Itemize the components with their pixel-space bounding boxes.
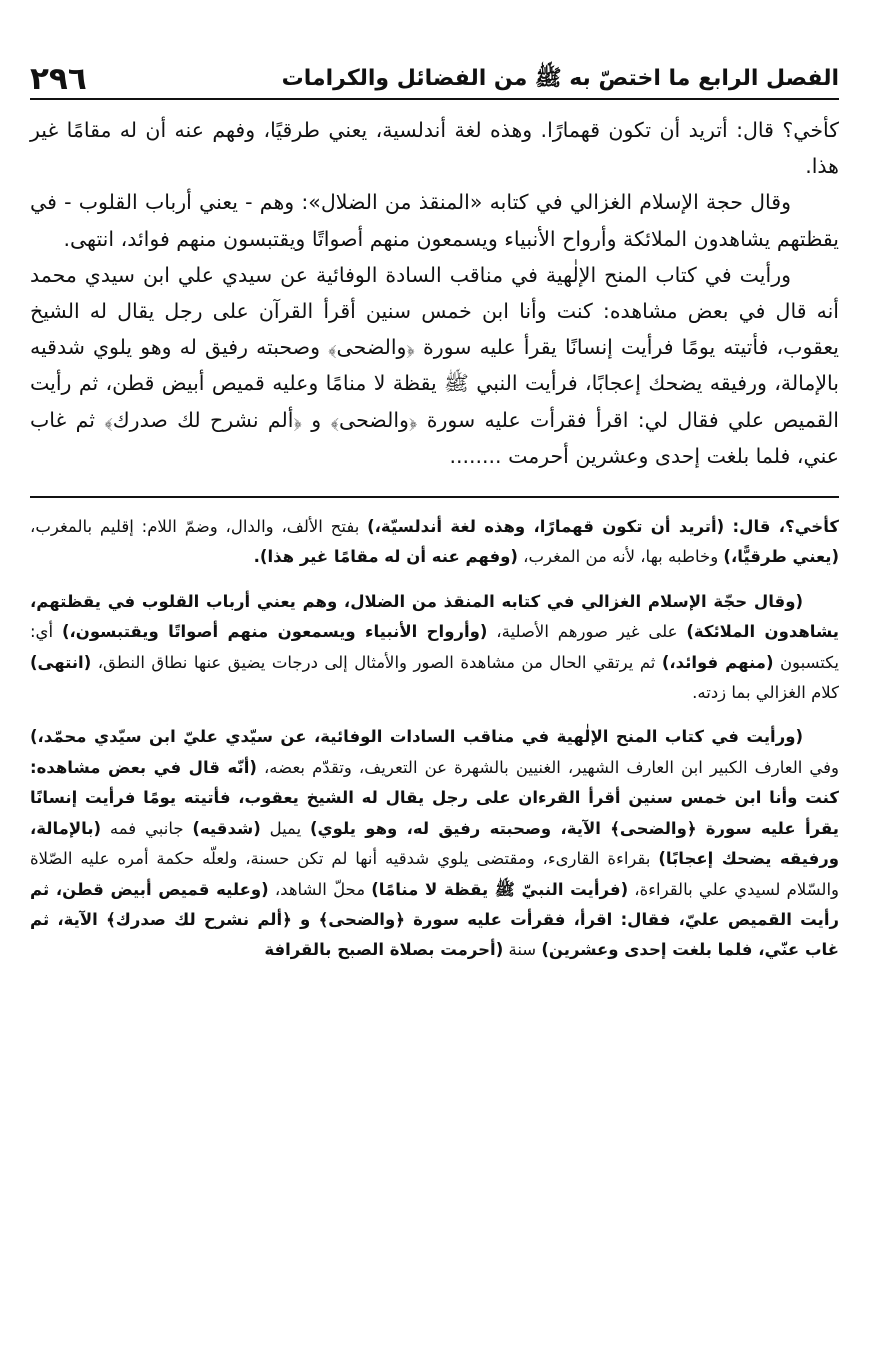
quoted-text: (بالإمالة، ورفيقه يضحك إعجابًا) — [30, 818, 839, 869]
commentary-paragraph — [30, 587, 839, 709]
main-text — [30, 112, 839, 474]
quoted-text: (وفهم عنه أن له مقامًا غير هذا). — [253, 547, 518, 567]
gloss-text: يميل — [260, 818, 310, 838]
quoted-text: (أنّه قال في بعض مشاهده: كنت وأنا ابن خمس سنين أقرأ القرءان على رجل يقال له الشيخ يعقوب، فأتيته يومًا فرأيت إنسانًا يقرأ عليه سورة ﴿والضحى﴾ الآية، وصحبته رفيق له، وهو يلوي) — [30, 757, 839, 838]
quoted-text: (انتهى) — [30, 652, 92, 672]
gloss-text: بقراءة القارىء، ومقتضى يلوي شدقيه أنها لم تكن حسنة، ولعلّه حكمة أمره عليه الصّلاة والسّلام لسيدي علي بالقراءة، — [30, 849, 839, 899]
quoted-text: (وقال حجّة الإسلام الغزالي في كتابه المنقذ من الضلال، وهم يعني أرباب القلوب في يقظتهم، يشاهدون الملائكة) — [30, 591, 839, 642]
main-paragraph: كأخي؟ قال: أتريد أن تكون قهمارًا. وهذه لغة أندلسية، يعني طرقيًا، وفهم عنه أن له مقامًا غير هذا. — [30, 118, 839, 179]
gloss-text: وخاطبه بها، لأنه من المغرب، — [517, 547, 724, 567]
gloss-text: أي: يكتسبون — [30, 622, 839, 672]
quoted-text: (أحرمت بصلاة الصبح بالقرافة — [264, 940, 504, 960]
commentary — [30, 512, 839, 966]
gloss-text: بفتح الألف، والدال، وضمّ اللام: إقليم بالمغرب، — [30, 517, 368, 537]
quoted-text: (وأرواح الأنبياء ويسمعون منهم أصواتًا ويقتبسون،) — [61, 622, 488, 642]
gloss-text: كلام الغزالي بما زدته. — [692, 683, 839, 703]
quoted-text: كأخي؟، قال: (أتريد أن تكون قهمارًا، وهذه لغة أندلسيّة،) — [367, 517, 839, 537]
gloss-text: جانبي فمه — [101, 818, 193, 838]
quoted-text: (وعليه قميص أبيض قطن، ثم رأيت القميص عليّ، فقال: اقرأ، فقرأت عليه سورة ﴿والضحى﴾ و ﴿ألم نشرح لك صدرك﴾ الآية، ثم غاب عنّي، فلما بلغت إحدى وعشرين) — [30, 879, 839, 960]
gloss-text: محلّ الشاهد، — [268, 879, 372, 899]
quoted-text: (منهم فوائد،) — [661, 652, 774, 672]
commentary-paragraph — [30, 512, 839, 573]
gloss-text: وفي العارف الكبير ابن العارف الشهير، الغنيين بالشهرة عن التعريف، وتقدّم بعضه، — [256, 757, 839, 777]
quoted-text: (ورأيت في كتاب المنح الإلٰهية في مناقب السادات الوفائية، عن سيّدي عليّ ابن سيّدي محمّد،) — [30, 727, 803, 747]
main-paragraph: وقال حجة الإسلام الغزالي في كتابه «المنقذ من الضلال»: وهم - يعني أرباب القلوب - في يقظتهم يشاهدون الملائكة وأرواح الأنبياء ويسمعون منهم أصواتًا ويقتبسون منهم فوائد، انتهى. — [30, 190, 839, 251]
gloss-text: سنة — [503, 940, 542, 960]
page-header — [30, 0, 839, 100]
page-number: ٢٩٦ — [30, 61, 87, 97]
quoted-text: (فرأيت النبيّ ﷺ يقظة لا منامًا) — [371, 879, 629, 899]
gloss-text: على غير صورهم الأصلية، — [487, 622, 687, 642]
main-paragraph: ورأيت في كتاب المنح الإلٰهية في مناقب السادة الوفائية عن سيدي علي ابن سيدي محمد أنه قال في بعض مشاهده: كنت وأنا ابن خمس سنين أقرأ القرآن على رجل يقال له الشيخ يعقوب، فأتيته يومًا فرأيت إنسانًا يقرأ عليه سورة ﴿والضحى﴾ وصحبته رفيق له وهو يلوي شدقيه بالإمالة، ورفيقه يضحك إعجابًا، فرأيت النبي ﷺ يقظة لا منامًا وعليه قميص أبيض قطن، ثم رأيت القميص علي فقال لي: اقرأ فقرأت عليه سورة ﴿والضحى﴾ و ﴿ألم نشرح لك صدرك﴾ ثم غاب عني، فلما بلغت إحدى وعشرين أحرمت ........ — [30, 262, 839, 468]
running-title: الفصل الرابع ما اختصّ به ﷺ من الفضائل والكرامات — [281, 66, 839, 91]
commentary-paragraph — [30, 722, 839, 965]
quoted-text: (شدقيه) — [192, 818, 261, 838]
quoted-text: (يعني طرقيًّا،) — [723, 547, 839, 567]
gloss-text: ثم يرتقي الحال من مشاهدة الصور والأمثال إلى درجات يضيق عنها نطاق النطق، — [91, 652, 662, 672]
footnote-divider — [30, 496, 839, 498]
